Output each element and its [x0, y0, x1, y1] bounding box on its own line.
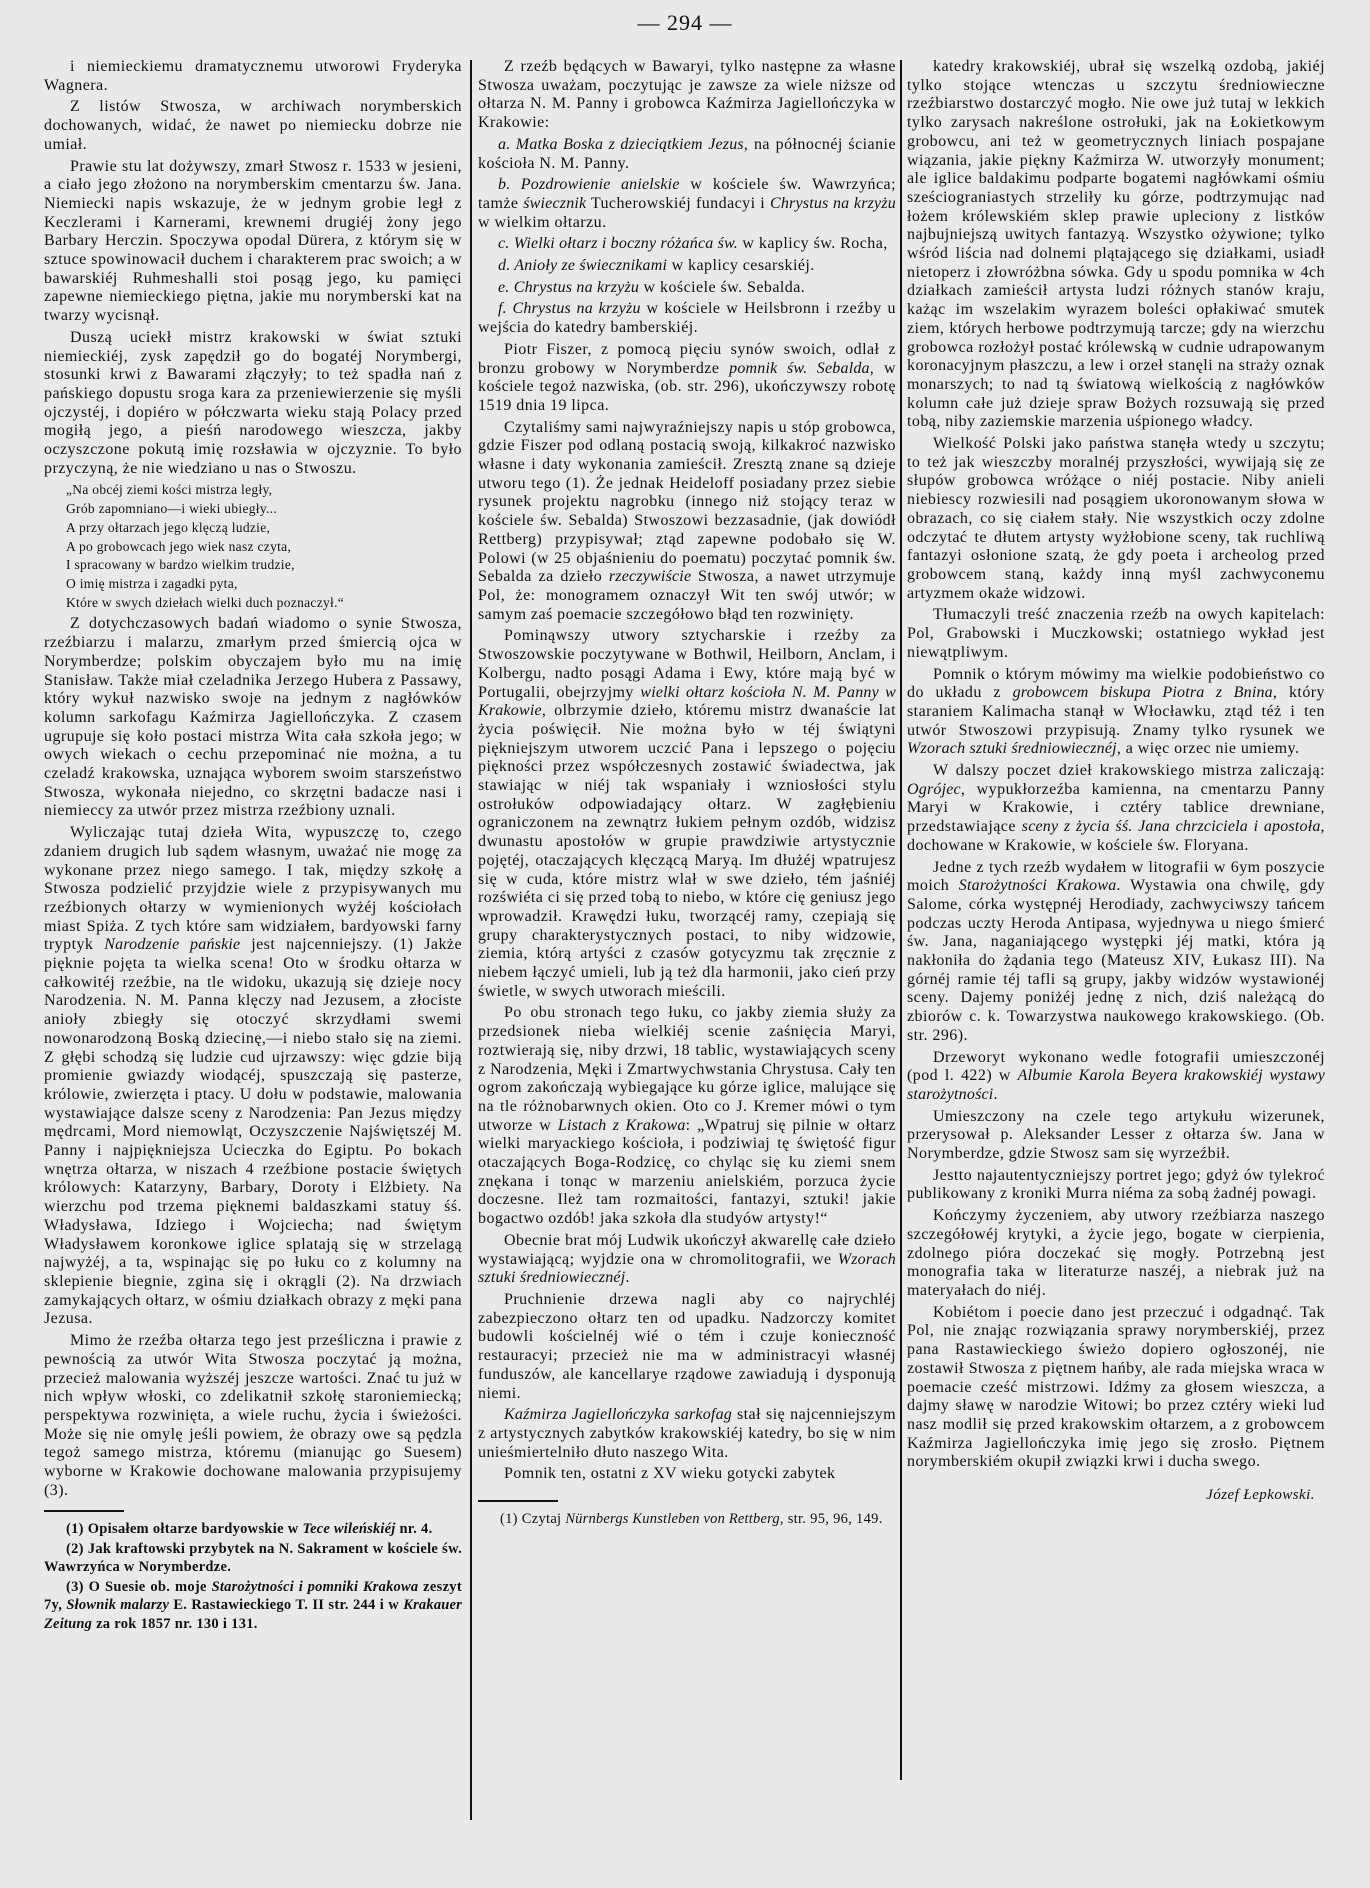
column-divider: [470, 60, 472, 1820]
paragraph: [907, 58, 1325, 432]
text: Z rzeźb będących w Bawaryi, tylko następne za własne Stwosza uważam, poczytując je zawsze za wiele niższe od ołtarza N. M. Panny i grobowca Kaźmirza Jagiellończyka w Krakowie:: [478, 58, 896, 132]
paragraphs: [44, 58, 462, 478]
list-item: [478, 235, 896, 254]
paragraphs: [478, 58, 896, 133]
paragraphs: [44, 615, 462, 1500]
text: : „Wpatruj się pilnie w ołtarz wielki maryackiego kościoła, i podziwiaj tę świętość figur otaczających Boga-Rodzicę, co chyląc się ku ziemi snem znękana i tonąc w marzeniu anielskiém, porzuca życie doczesne. Ileż tam rozmaitości, fantazyi, sztuki! jakie bogactwo ozdób! jaka szkoła dla studyów artysty!“: [478, 1116, 897, 1228]
text: .: [625, 1269, 630, 1287]
italic-text: grobowcem biskupa Piotra z Bnina: [1012, 684, 1273, 702]
text: , a więc orzec nie umiemy.: [1116, 740, 1300, 758]
text: w kościele św. Sebalda.: [639, 278, 806, 296]
text: za rok 1857 nr. 130 i 131.: [92, 1615, 258, 1632]
paragraph: [44, 1520, 462, 1539]
paragraph: [907, 435, 1325, 603]
italic-text: pomnik św. Sebalda: [729, 359, 870, 377]
text: Drzeworyt wykonano wedle fotografii umieszczonéj (pod l. 422) w: [907, 1048, 1325, 1085]
text: Po obu stronach tego łuku, co jakby ziemia służy za przedsionek nieba wielkiéj scenie zaśnięcia Maryi, roztwierają się, niby drzwi, 18 tablic, wystawiających sceny z Narodzenia, Męki i Zmartwychwstania Chrystusa. Cały ten ogrom zakończają wybiegające ku górze iglice, malujące się na tle różnobarwnych okien. Oto co J. Kremer mówi o tym utworze w: [478, 1004, 896, 1134]
text: Tłumaczyli treść znaczenia rzeźb na owych kapitelach: Pol, Grabowski i Muczkowski; ostatniego wykład jest niewątpliwym.: [907, 606, 1325, 661]
text: Stwosza, a nawet utrzymuje Pol, że: monogramem oznaczył Wit ten swój utwór; w samym zaś poemacie szczegółowo błąd ten rozwinięty.: [478, 568, 897, 623]
poem-line: A po grobowcach jego wiek nasz czyta,: [66, 538, 292, 554]
list-item: [478, 176, 896, 232]
italic-text: rzeczywiście: [608, 568, 692, 586]
text: Umieszczony na czele tego artykułu wizerunek, przerysował p. Aleksander Lesser z ołtarza św. Jana w Norymberdze, gdzie Stwosz sam się wyrzeźbił.: [907, 1107, 1325, 1163]
text: , dochowane w Krakowie, w kościele św. Floryana.: [907, 818, 1325, 854]
text: Jedne z tych rzeźb wydałem w litografii w 6ym poszycie moich: [907, 858, 1325, 895]
text: (2) Jak kraftowski przybytek na N. Sakrament w kościele św. Wawrzyńca w Norymberdze.: [44, 1540, 462, 1576]
text: zeszyt 7y,: [44, 1578, 462, 1614]
text: w kościele w Heilsbronn i rzeźby u wejścia do katedry bamberskiéj.: [478, 300, 896, 337]
text: w kaplicy cesarskiéj.: [667, 257, 815, 275]
text: , na północnéj ścianie kościoła N. M. Panny.: [478, 135, 896, 172]
text: , wypukłorzeźba kamienna, na cmentarzu Panny Maryi w Krakowie, i cztéry tablice drewniane, przedstawiające: [907, 780, 1325, 836]
footnotes: [44, 1520, 462, 1633]
text: Duszą uciekł mistrz krakowski w świat sztuki niemieckiéj, zysk zapędził go do bogatéj Norymbergi, stosunki krwi z Bawarami złączyły; to też spadła nań z pańskiego dopustu sroga kara za przeniewierzenie się myśli ojczystéj, i dopiéro w półczwarta wieku stają Polacy przed mogiłą jego, a pieśń narodowego wieszcza, jakby oczyszczone pokutą imię rozsławia w ojczyznie. To było przyczyną, że nie wiedziano u nas o Stwoszu.: [44, 328, 462, 477]
paragraph: [44, 58, 462, 95]
paragraph: [44, 329, 462, 479]
text: Czytaliśmy sami najwyraźniejszy napis u stóp grobowca, gdzie Fiszer pod odlaną postacią swoją, kilkakroć nazwisko własne i daty wykonania zamieścił. Zresztą znane są dzieje utworu tego (1). Że jednak Heideloff posiadany przez siebie rysunek projektu nagrobku (innego niż stojący teraz w kościele św. Sebalda) Stwoszowi bezzasadnie, (jak dowiódł Rettberg) przypisywał; ztąd zapewne podobało się W. Polowi (w 25 objaśnieniu do poematu) poczytać pomnik św. Sebalda za dzieło: [478, 418, 896, 586]
poem-quote: [66, 481, 462, 612]
text: Z listów Stwosza, w archiwach norymberskich dochowanych, widać, że nawet po niemiecku dobrze nie umiał.: [44, 98, 462, 153]
paragraph: [478, 341, 896, 416]
text: Jestto najautentyczniejszy portret jego; gdyż ów tylekroć publikowany z kroniki Murra niéma za sobą żadnéj powagi.: [907, 1166, 1325, 1203]
paragraphs: [907, 58, 1325, 1472]
text: .: [993, 1085, 998, 1103]
italic-text: Tece wileńskiéj: [302, 1521, 396, 1538]
text: , olbrzymie dzieło, któremu mistrz dwanaście lat życia poświęcił. Nie można było w téj świątyni piękniejszym utworem uczcić Pana i lepszego o pojęciu piękności przez współczesnych zostawić świadectwa, jak stawiając w niéj tak wspaniały i wzniosłości stylu ostrołuków odpowiadający ołtarz. W zagłębieniu ograniczonem na zewnątrz łukiem pełnym ozdób, widzisz dwunastu apostołów w grupie prawdziwie artystycznie pojętéj, otaczających klęczącą Maryą. Im dłużéj wpatrujesz się w cuda, które mistrz wlał w swe dzieło, tém jaśniéj rozświéta ci się przed tobą to niebo, w które cię geniusz jego wprowadził. Krawędzi łuku, tworzącéj ramy, czepiają się grupy charakterystycznych postaci, to niby widzowie, ziemia, którą artyści z czasów gotycyzmu tak zręcznie z niebem łączyć umieli, lub ją też dla harmonii, jako cień przy świetle, w swych utworach mieścili.: [478, 702, 896, 1000]
poem-line: I spracowany w bardzo wielkim trudzie,: [66, 557, 295, 573]
text: jest najcenniejszy. (1) Jakże pięknie pojęta ta wielka scena! Oto w środku ołtarza w całkowitéj rzeźbie, na tle widoku, ukazują się dzieje nocy Narodzenia. N. M. Panna klęczy nad Jezusem, a złociste anioły zbiegły się otoczyć skrzydłami swemi nowonarodzoną Boską dziecinę,—i niebo stało się na ziemi. Z głębi schodzą się ludzie cud ujrzawszy: więc gdzie biją promienie gwiazdy wiodącéj, spuszczają się pasterze, królowie, zwierzęta i ptacy. U dołu w podstawie, malowania wystawiające dalsze sceny z Narodzenia: Pan Jezus między mędrcami, Mord niemowląt, Oczyszczenie Najświętszéj M. Panny i najpiękniejsza Ucieczka do Egiptu. Po bokach wnętrza ołtarza, w niszach 4 rzeźbione postacie świętych królowych: Katarzyny, Barbary, Doroty i Elżbiety. Na wierzchu pod trzema pięknemi baldaszkami statuy śś. Władysława, Idziego i Wojciecha; nad świętym Władysławem koronkowe iglice splatają się w strzelagą najwyżéj, a ta, wspinając się po łuku co z kolumny na sklepienie biegnie, zgina się i okrągli (2). Na drzwiach zamykających ołtarz, w ośmiu działkach obrazy z męki pana Jezusa.: [44, 936, 462, 1328]
italic-text: c. Wielki ołtarz i boczny różańca św.: [498, 235, 738, 253]
column-1: [44, 58, 462, 1634]
text: (3) O Suesie ob. moje: [66, 1578, 212, 1595]
paragraph: [478, 627, 896, 1001]
author-signature: Józef Łepkowski.: [1206, 1487, 1315, 1504]
poem-line: Które w swych dziełach wielki duch poznaczył.“: [66, 594, 345, 610]
paragraph: [907, 666, 1325, 760]
text: Pomnik ten, ostatni z XV wieku gotycki zabytek: [504, 1465, 836, 1483]
column-divider: [900, 60, 902, 1780]
italic-text: b. Pozdrowienie anielskie: [498, 176, 680, 194]
italic-text: d. Anioły ze świecznikami: [498, 257, 668, 275]
text: , który staraniem Kalimacha stanął w Włocławku, ztąd téż i ten utwór Stwoszowi przypisują. Znamy tylko rysunek we: [907, 684, 1325, 739]
text: Pruchnienie drzewa nagli aby co najrychléj zabezpieczono ołtarz ten od upadku. Nadzorczy komitet budowli kościelnéj wié o tém i czuje konieczność restauracyi; przecież nie ma w administracyi własnéj funduszów, ale kancellarye rządowe zawiadują i dysponują niemi.: [478, 1291, 896, 1402]
column-3: [907, 58, 1325, 1505]
paragraph: [478, 1291, 896, 1403]
italic-text: Krakauer Zeitung: [44, 1597, 463, 1632]
text: i niemieckiemu dramatycznemu utworowi Fryderyka Wagnera.: [44, 58, 462, 94]
text: . Wystawia ona chwilę, gdy Salome, córka występnéj Herodiady, zachwyciwszy tańcem podczas uczty Heroda Antipasa, wyjednywa u niego śmierć św. Jana, naganiającego występki jéj matki, która ją nakłoniła do żądania tego (Mateusz XIV, Łukasz III). Na górnéj ramie téj tafli są grupy, jakby widzów wystawionéj sceny. Dajemy poniżéj jednę z nich, dziś należącą do zbiorów c. k. Towarzystwa naukowego krakowskiego. (Ob. str. 296).: [907, 877, 1325, 1044]
paragraph: [478, 58, 896, 133]
paragraph: [478, 1232, 896, 1288]
paragraph: [478, 1406, 896, 1462]
italic-text: wielki ołtarz kościoła N. M. Panny w Krakowie: [478, 683, 897, 720]
text: Obecnie brat mój Ludwik ukończył akwarellę całe dzieło wystawiającą; wyjdzie ona w chromolitografii, we: [478, 1231, 896, 1268]
list-item: [478, 257, 896, 276]
italic-text: Kaźmirza Jagiellończyka sarkofag: [504, 1406, 732, 1424]
paragraph: [907, 1108, 1325, 1164]
paragraph: [907, 859, 1325, 1046]
paragraph: [478, 1465, 896, 1484]
text: E. Rastawieckiego T. II str. 244 i w: [169, 1597, 404, 1614]
paragraph: [478, 1510, 896, 1529]
paragraph: [44, 1578, 462, 1634]
text: Mimo że rzeźba ołtarza tego jest prześliczna i prawie z pewnością za utwór Wita Stwosza poczytać ją można, przecież malowania wyższéj jeszcze wartości. Znać tu już w nich wpływ włoski, co zdelikatnił szkołę staroniemiecką; perspektywa rozwinięta, a wiele ruchu, życia i świeżości. Może się nie omylę jeśli powiem, że obrazy owe są pędzla tegoż samego mistrza, któremu (mianując go Suesem) wyborne w Krakowie dochowane malowania przypisujemy (3).: [44, 1332, 462, 1499]
text: Tucherowskiéj fundacyi i: [586, 194, 770, 212]
text: Prawie stu lat dożywszy, zmarł Stwosz r. 1533 w jesieni, a ciało jego złożono na norymberskim cmentarzu św. Jana. Niemiecki napis wskazuje, że w jednym grobie legł z Keczlerami i Karnerami, krewnemi drugiéj żony jego Barbary Herczin. Spoczywa opodal Dürera, z którym się w sztuce spowinowacił duchem i charakterem prac swoich; a w bawarskiéj Ruhmeshalli stoi posąg jego, ku pamięci zapewne niemieckiego piętna, jakie mu norymberski kat na twarzy wycisnął.: [44, 157, 462, 325]
italic-text: Nürnbergs Kunstleben von Rettberg: [565, 1511, 780, 1528]
poem-line: A przy ołtarzach jego klęczą ludzie,: [66, 519, 271, 535]
text: W dalszy poczet dzieł krakowskiego mistrza zaliczają:: [933, 762, 1325, 780]
italic-text: Listach z Krakowa: [557, 1116, 686, 1134]
italic-text: Wzorach sztuki średniowiecznéj: [907, 740, 1117, 758]
italic-text: Wzorach sztuki średniowiecznéj: [478, 1250, 896, 1287]
paragraphs: [478, 341, 896, 1484]
footnotes: [478, 1510, 896, 1529]
text: Pominąwszy utwory sztycharskie i rzeźby za Stwoszowskie poczytywane w Bothwil, Heilborn, Anclam, i Kolbergu, nadto posągi Adama i Ewy, które mają być w Portugalii, obejrzyjmy: [478, 627, 896, 701]
paragraph: [907, 1304, 1325, 1472]
paragraph: [44, 824, 462, 1329]
text: w wielkim ołtarzu.: [478, 213, 607, 231]
text: Pomnik o którym mówimy ma wielkie podobieństwo co do układu z: [907, 665, 1325, 702]
italic-text: f. Chrystus na krzyżu: [498, 300, 641, 318]
list-item: [478, 279, 896, 298]
paragraph: [907, 606, 1325, 662]
list-item: [478, 136, 896, 173]
text: (1) Opisałem ołtarze bardyowskie w: [66, 1521, 303, 1538]
paragraph: [478, 1004, 896, 1228]
italic-text: sceny z życia śś. Jana chrzciciela i apostoła: [1021, 818, 1321, 836]
list-item: [478, 300, 896, 337]
poem-line: O imię mistrza i zagadki pyta,: [66, 575, 238, 591]
text: nr. 4.: [395, 1521, 433, 1538]
italic-text: Słownik malarzy: [66, 1597, 170, 1614]
paragraph: [907, 1049, 1325, 1105]
italic-text: e. Chrystus na krzyżu: [498, 278, 640, 296]
italic-text: Narodzenie pańskie: [104, 936, 241, 954]
paragraph: [907, 762, 1325, 856]
footnote-rule: [44, 1510, 124, 1512]
text: stał się najcenniejszym z artystycznych zabytków krakowskiéj katedry, bo się w nim unieśmiertelniło dłuto naszego Wita.: [478, 1406, 896, 1461]
text: Z dotychczasowych badań wiadomo o synie Stwosza, rzeźbiarzu i malarzu, zmarłym przed śmiercią ojca w Norymberdze; polskim obyczajem było mu na imię Stanisław. Także miał czeladnika Jerzego Hubera z Passawy, który wykuł nazwisko swoje na jednym z nagłówków kolumn sarkofagu Kaźmirza Jagiellończyka. Z czasem ugrupuje się koło postaci mistrza Wita cała szkoła jego; w owych wiekach o cechu przepominać nie można, a tu czeladź krakowska, uznająca wyborem swoim starszeństwo Stwosza, wykonała niejedno, co skrzętni badacze nasi i niemieccy za utwór przez mistrza rzeźbiony uznali.: [44, 615, 462, 820]
poem-line: Grób zapomniano—i wieki ubiegły...: [66, 501, 278, 517]
text: Wielkość Polski jako państwa stanęła wtedy u szczytu; to też jak wieszczby moralnéj przyszłości, wywijają się ze słupów grobowca wróżące o niéj postacie. Niby anieli niebiescy rozwiesili nad posągiem ukoronowanym słowa w obrazach, co się ciałem stały. Nie wszystkich oczy zdolne odczytać te dłutem artysty wyżłobione sceny, tak ruchliwą fantazyi osłonione szatą, że gdy poeta i archeolog przed grobowcem staną, każdy inną myśl zachwyconemu artyzmem okaże widzowi.: [907, 435, 1325, 602]
italic-text: Starożytności Krakowa: [958, 877, 1117, 895]
text: katedry krakowskiéj, ubrał się wszelką ozdobą, jakiéj tylko stojące wtenczas u szczytu średniowieczne rzeźbiarstwo dostarczyć mogło. Nie owe już tutaj w lekkich tylko zarysach nakreślone ostrołuki, jak na Łokietkowym grobowcu, ani też w geometrycznych liniach pospajane wiązania, jakie piękny Kaźmirza W. utworzyły monument; ale iglice baldakimu podparte bogatemi nagłówkami ośmiu sześciograniastych strzeliły ku górze, podtrzymując nad łożem królewskiém sklep prawie upleciony z listków najbujniejszą uwitych fantazyą. Wszystko ożywione; tylko wśród liścia nad dolnemi plątającego się działkami, usiadł nietoperz i złowróżbna sówka. Gdy u spodu pomnika w 4ch działkach zamieścił artysta ludzi różnych stanów kraju, każąc im wszelakim wyrazem boleści opłakiwać smutek ziem, których herbowe podtrzymują tarcze; gdy na wierzchu grobowca rozłożył postać królewską w cudnie udrapowanym koronacyjnym płaszczu, a lew i orzeł stanęli na straży oznak monarszych; to nad tą światową wielkością z nagłówków kolumn całe już dzieje spraw Bożych rozsuwają się przed tobą, niby zaziemskie marzenia uśpionego władcy.: [907, 58, 1325, 431]
text: , str. 95, 96, 149.: [779, 1511, 883, 1528]
paragraph: [44, 615, 462, 821]
paragraph: [478, 419, 896, 625]
text: w kaplicy św. Rocha,: [737, 235, 888, 253]
paragraph: [44, 98, 462, 154]
paragraph: [44, 158, 462, 326]
paragraph: [44, 1540, 462, 1577]
italic-text: Chrystus na krzyżu: [769, 194, 896, 212]
page-number-value: 294: [667, 10, 703, 35]
paragraph: [907, 1167, 1325, 1204]
text: (1) Czytaj: [500, 1511, 566, 1528]
italic-text: Starożytności i pomniki Krakowa: [211, 1578, 419, 1595]
italic-text: świecznik: [523, 194, 587, 212]
text: Kobiétom i poecie dano jest przeczuć i odgadnąć. Tak Pol, nie znając rozwiązania sprawy norymberskiéj, przez pana Rastawieckiego świeżo dopiero ogłoszonéj, nie zostawił Stwosza z piętnem hańby, ale rada miejska wraca w poemacie cześć mistrzowi. Idźmy za głosem wieszcza, a dajmy sławę w narodzie Witowi; bo przez cztéry wieki lud nasz modlił się przed krakowskim ołtarzem, a z grobowcem Kaźmirza Jagiellończyka imię jego się zrosło. Piętnem norymberskiém okupił związki krwi i ducha swego.: [907, 1303, 1325, 1471]
italic-text: a. Matka Boska z dzieciątkiem Jezus: [498, 135, 744, 153]
column-2: [478, 58, 896, 1530]
footnote-rule: [478, 1500, 558, 1502]
sculpture-list: [478, 136, 896, 338]
text: w kościele św. Wawrzyńca; tamże: [478, 176, 897, 212]
italic-text: Ogrójec: [907, 780, 961, 798]
paragraph: [907, 1207, 1325, 1301]
poem-line: „Na obcéj ziemi kości mistrza legły,: [66, 482, 273, 498]
italic-text: Albumie Karola Beyera krakowskiéj wystawy starożytności: [907, 1067, 1325, 1103]
text: Kończymy życzeniem, aby utwory rzeźbiarza naszego szczegółowéj krytyki, a życie jego, bogate w cierpienia, zdolnego pióra doczekać się mogły. Potrzebną jest monografia taka w literaturze naszéj, a niebrak już na materyałach do niéj.: [907, 1207, 1325, 1299]
text: , w kościele tegoż nazwiska, (ob. str. 296), ukończywszy robotę 1519 dnia 19 lipca.: [478, 359, 896, 414]
text: Wyliczając tutaj dzieła Wita, wypuszczę to, czego zdaniem drugich lub sądem własnym, uważać nie mogę za wykonane przez niego samego. I tak, między szkołę a Stwosza podzielić przyjdzie wiele z przypisywanych mu rzeźbionych ołtarzy w wymienionych wyżéj kościołach miast Spiża. Z tych które sam widziałem, bardyowski farny tryptyk: [44, 824, 462, 954]
paragraph: [44, 1332, 462, 1500]
page-number: — 294 —: [637, 10, 733, 35]
text: Piotr Fiszer, z pomocą pięciu synów swoich, odlał z bronzu grobowy w Norymberdze: [478, 340, 896, 377]
